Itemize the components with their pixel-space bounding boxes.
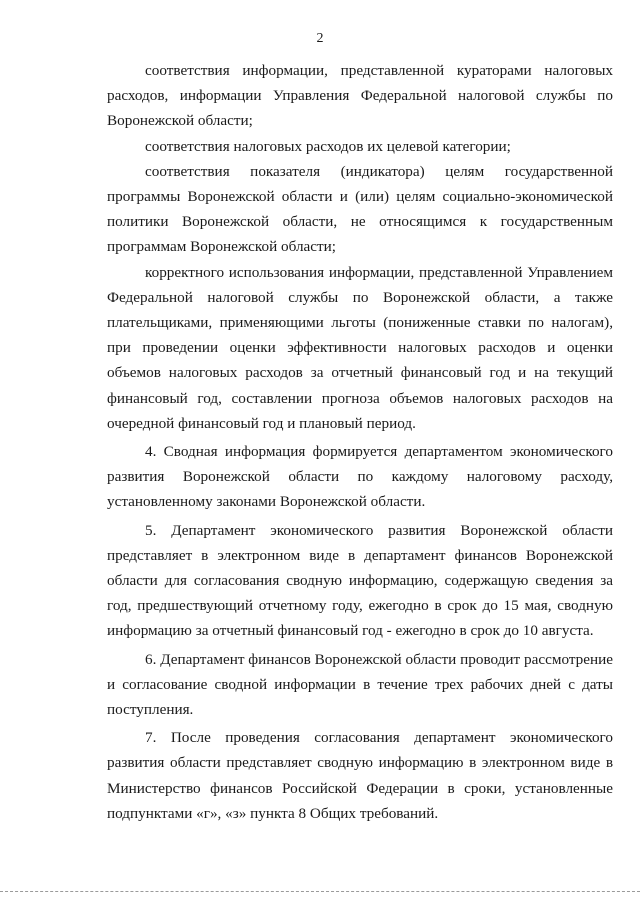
paragraph-correct-usage: корректного использования информации, представленной Управлением Федеральной налоговой службы по Воронежской области, а также плательщиками, применяющими льготы (пониженные ставки по налогам), при проведении оценки эффективности налоговых расходов и оценки объемов налоговых расходов за отчетный финансовый год и на текущий финансовый год, составлении прогноза объемов налоговых расходов на очередной финансовый год и плановый период. bbox=[107, 263, 613, 432]
paragraph-item-6: 6. Департамент финансов Воронежской области проводит рассмотрение и согласование сводной информации в течение трех рабочих дней с даты поступления. bbox=[107, 650, 613, 719]
page-bottom-edge bbox=[0, 891, 640, 892]
paragraph-target-category: соответствия налоговых расходов их целевой категории; bbox=[145, 137, 511, 155]
paragraph-item-4: 4. Сводная информация формируется департаментом экономического развития Воронежской области по каждому налоговому расходу, установленному законами Воронежской области. bbox=[107, 443, 613, 511]
paragraph-item-5: 5. Департамент экономического развития Воронежской области представляет в электронном виде в департамент финансов Воронежской области для согласования сводную информацию, содержащую сведения за год, предшествующий отчетному году, ежегодно в срок до 15 мая, сводную информацию за отчетный финансовый год - ежегодно в срок до 10 августа. bbox=[107, 521, 613, 640]
document-body bbox=[107, 58, 613, 826]
paragraph-indicator-correspondence: соответствия показателя (индикатора) целям государственной программы Воронежской области и (или) целям социально-экономической политики Воронежской области, не относящимся к государственным программам Воронежской области; bbox=[107, 162, 613, 256]
page-number: 2 bbox=[316, 31, 324, 46]
paragraph-info-correspondence: соответствия информации, представленной кураторами налоговых расходов, информации Управления Федеральной налоговой службы по Воронежской области; bbox=[107, 62, 613, 130]
paragraph-item-7: 7. После проведения согласования департамент экономического развития области представляет сводную информацию в электронном виде в Министерство финансов Российской Федерации в сроки, установленные подпунктами «г», «з» пункта 8 Общих требований. bbox=[107, 729, 613, 822]
